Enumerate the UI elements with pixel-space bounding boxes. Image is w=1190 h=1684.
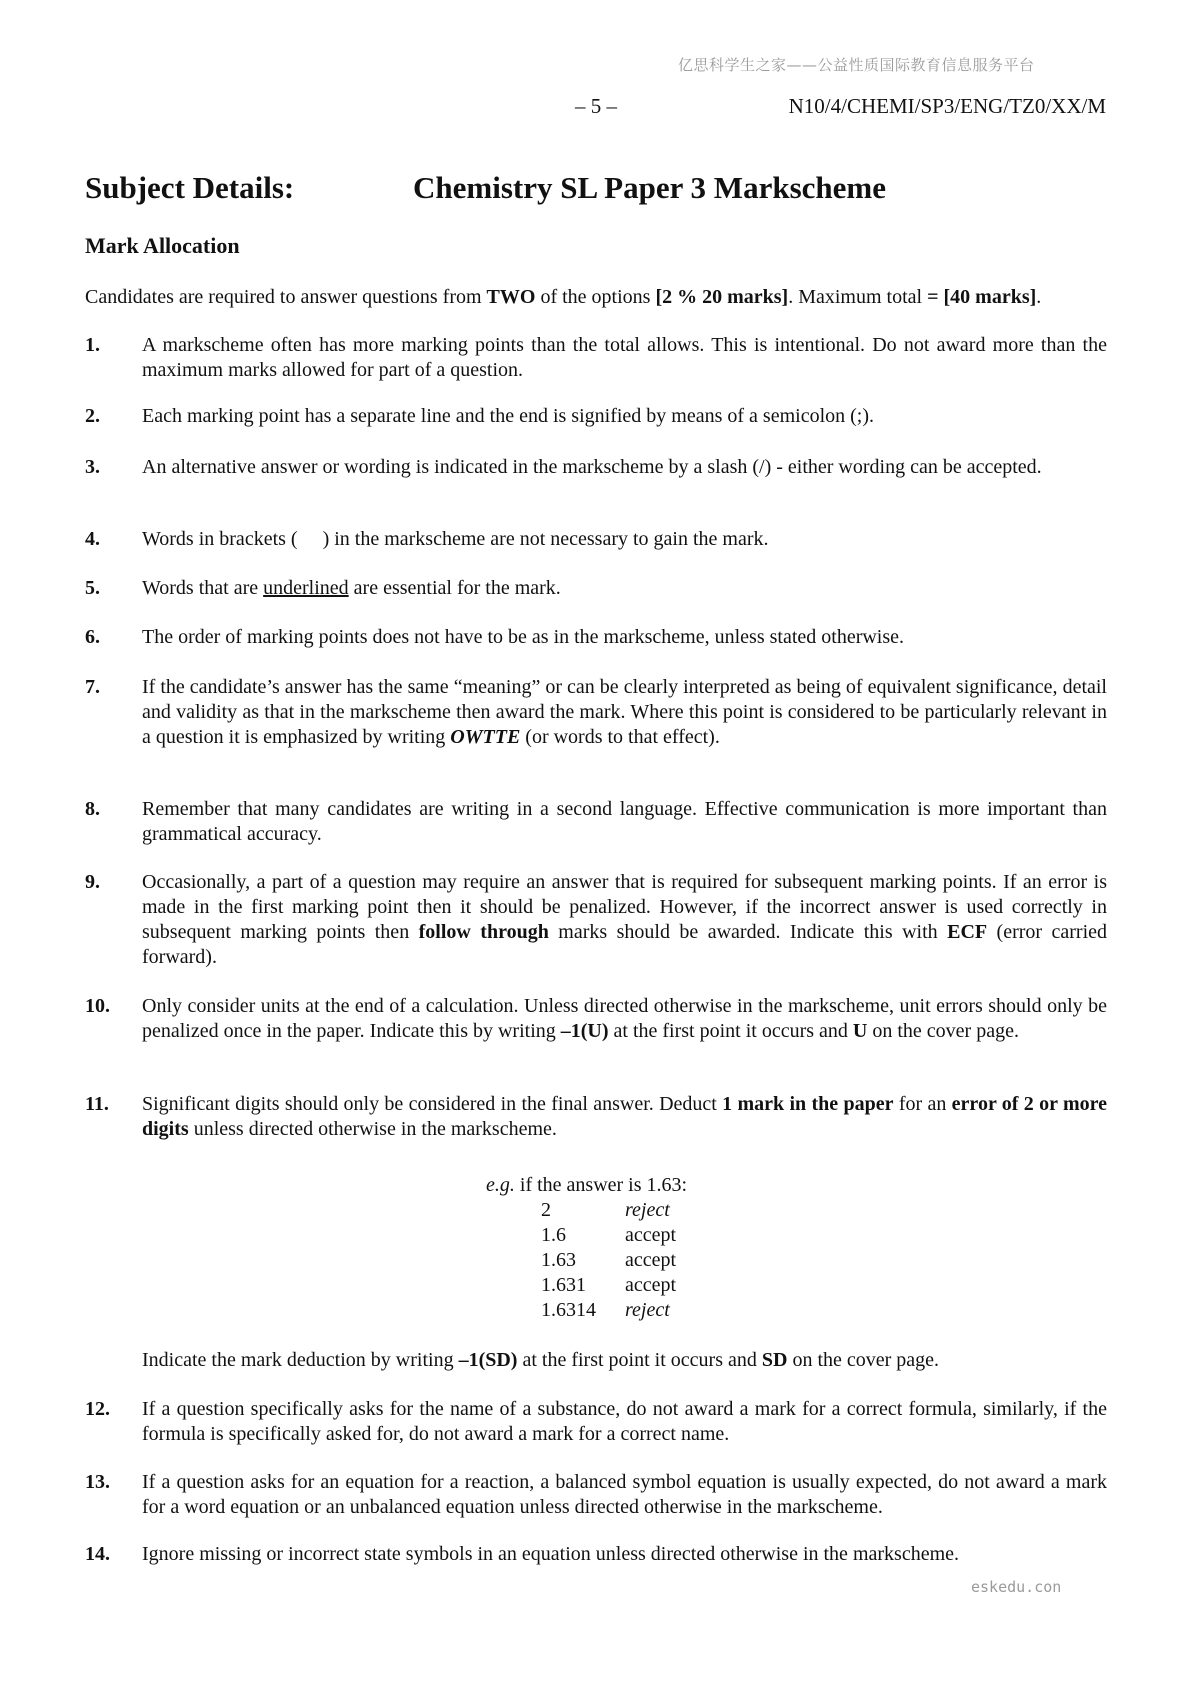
item-number: 9. (85, 871, 100, 893)
item-number: 1. (85, 334, 100, 356)
item-number: 14. (85, 1543, 110, 1565)
list-item (85, 870, 1107, 970)
list-item (85, 1542, 1107, 1567)
item-text: An alternative answer or wording is indicated in the markscheme by a slash (/) - either wording can be accepted. (142, 456, 1042, 478)
list-item (85, 1092, 1107, 1142)
list-item (85, 797, 1107, 847)
item-text: Only consider units at the end of a calculation. Unless directed otherwise in the markscheme, unit errors should only be penalized once in the paper. Indicate this by writing –1(U) at the first point it occurs and U on the cover page. (142, 995, 1107, 1042)
item-text: If the candidate’s answer has the same “meaning” or can be clearly interpreted as being of equivalent significance, detail and validity as that in the markscheme then award the mark. Where this point is considered to be particularly relevant in a question it is emphasized by writing OWTTE (or words to that effect). (142, 676, 1107, 748)
item-number: 11. (85, 1093, 109, 1115)
item-text: Remember that many candidates are writing in a second language. Effective communication is more important than grammatical accuracy. (142, 798, 1107, 845)
list-item (85, 455, 1107, 480)
item-number: 4. (85, 528, 100, 550)
item-text: Occasionally, a part of a question may require an answer that is required for subsequent marking points. If an error is made in the first marking point then it should be penalized. However, if the incorrect answer is used correctly in subsequent marking points then follow through marks should be awarded. Indicate this with ECF (error carried forward). (142, 871, 1108, 968)
item-number: 6. (85, 626, 100, 648)
watermark-top: 亿思科学生之家——公益性质国际教育信息服务平台 (678, 56, 1035, 74)
item-number: 2. (85, 405, 100, 427)
list-item (85, 675, 1107, 750)
watermark-bottom: eskedu.con (971, 1578, 1062, 1596)
item-number: 5. (85, 577, 100, 599)
item-number: 10. (85, 995, 110, 1017)
list-item (85, 576, 1107, 601)
sd-note: Indicate the mark deduction by writing –1(SD) at the first point it occurs and SD on the cover page. (142, 1349, 940, 1371)
item-text: Ignore missing or incorrect state symbols in an equation unless directed otherwise in the markscheme. (142, 1543, 960, 1565)
list-item (85, 333, 1107, 383)
mark-allocation-heading: Mark Allocation (85, 233, 240, 258)
item-number: 7. (85, 676, 100, 698)
item-text: Words that are underlined are essential for the mark. (142, 577, 561, 599)
item-text: If a question specifically asks for the name of a substance, do not award a mark for a correct formula, similarly, if the formula is specifically asked for, do not award a mark for a correct name. (142, 1398, 1107, 1445)
item-text: The order of marking points does not have to be as in the markscheme, unless stated otherwise. (142, 626, 905, 648)
item-text: Significant digits should only be considered in the final answer. Deduct 1 mark in the paper for an error of 2 or more digits unless directed otherwise in the markscheme. (142, 1093, 1107, 1140)
item-text: A markscheme often has more marking points than the total allows. This is intentional. Do not award more than the maximum marks allowed for part of a question. (142, 334, 1107, 381)
list-item (85, 625, 1107, 650)
list-item (85, 1470, 1107, 1520)
document-code: N10/4/CHEMI/SP3/ENG/TZ0/XX/M (788, 94, 1106, 118)
example-lead: e.g. if the answer is 1.63: (486, 1174, 688, 1196)
item-number: 12. (85, 1398, 110, 1420)
list-item (85, 1397, 1107, 1447)
subject-title: Chemistry SL Paper 3 Markscheme (413, 170, 886, 205)
item-text: Words in brackets ( ) in the markscheme are not necessary to gain the mark. (142, 528, 769, 550)
list-item (85, 994, 1107, 1044)
list-item (85, 527, 1107, 552)
item-number: 13. (85, 1471, 110, 1493)
intro-paragraph: Candidates are required to answer questions from TWO of the options [2 % 20 marks]. Maximum total = [40 marks]. (85, 286, 1042, 308)
subject-label: Subject Details: (85, 170, 295, 205)
item-number: 3. (85, 456, 100, 478)
item-number: 8. (85, 798, 100, 820)
list-item (85, 404, 1107, 429)
item-text: If a question asks for an equation for a reaction, a balanced symbol equation is usually expected, do not award a mark for a word equation or an unbalanced equation unless directed otherwise in the markscheme. (142, 1471, 1107, 1518)
item-text: Each marking point has a separate line and the end is signified by means of a semicolon (;). (142, 405, 875, 427)
page-number: – 5 – (575, 94, 617, 118)
